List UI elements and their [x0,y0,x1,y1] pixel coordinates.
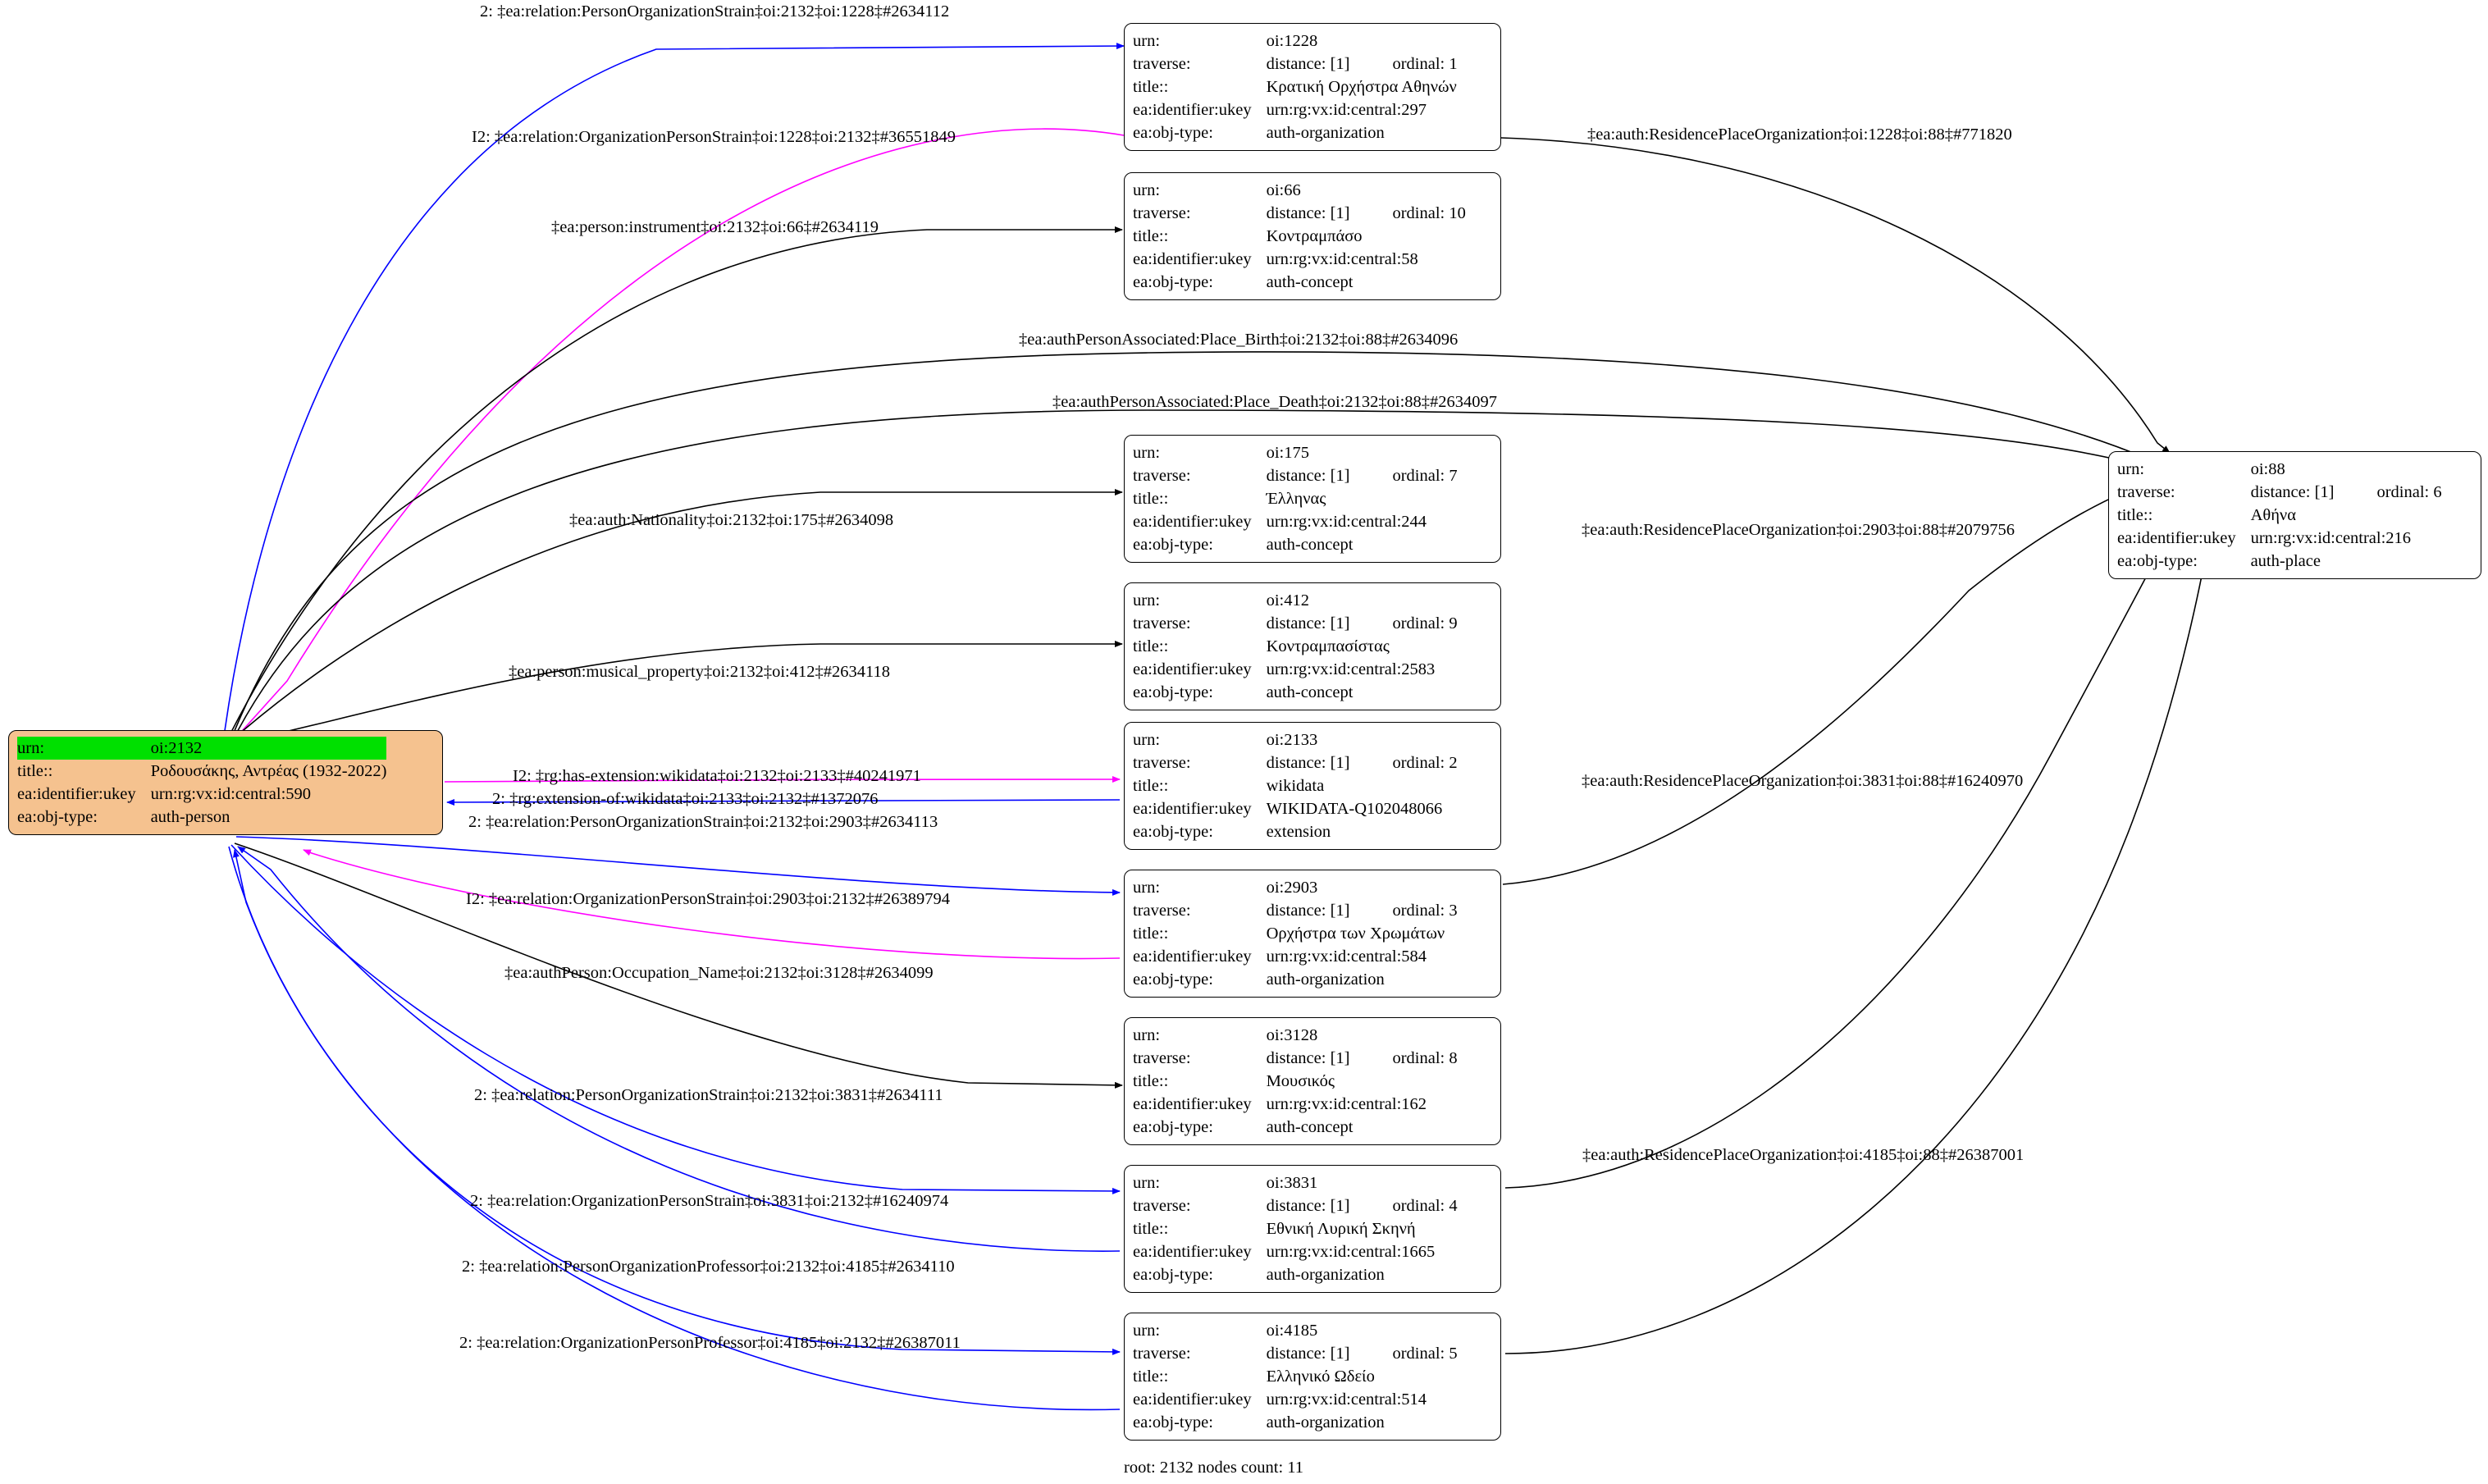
edge-label-musical-property-412: ‡ea:person:musical_property‡oi:2132‡oi:412‡#2634118 [509,663,890,681]
edge-label-org-person-professor-4185: 2: ‡ea:relation:OrganizationPersonProfessor‡oi:4185‡oi:2132‡#26387011 [459,1334,961,1352]
node-3831-objtype-value: auth-organization [1266,1266,1385,1284]
node-1228-objtype-key: ea:obj-type: [1133,124,1213,142]
node-3831-ukey-key: ea:identifier:ukey [1133,1243,1252,1261]
node-4185-urn-value: oi:4185 [1266,1322,1318,1340]
node-2903-ukey-value: urn:rg:vx:id:central:584 [1266,947,1427,966]
node-1228-traverse-value: distance: [1] [1266,55,1350,73]
node-2903-title-value: Ορχήστρα των Χρωμάτων [1266,925,1445,943]
node-3831-objtype-key: ea:obj-type: [1133,1266,1213,1284]
node-175-ukey-value: urn:rg:vx:id:central:244 [1266,513,1427,531]
node-2903-urn-value: oi:2903 [1266,879,1318,897]
node-oi-3831[interactable] [1124,1165,1501,1293]
node-3128-ukey-key: ea:identifier:ukey [1133,1095,1252,1113]
node-412-title-key: title:: [1133,637,1169,655]
node-root-title-value: Ροδουσάκης, Αντρέας (1932-2022) [150,762,387,780]
node-4185-traverse-key: traverse: [1133,1345,1191,1363]
node-1228-urn-key: urn: [1133,32,1161,50]
node-175-urn-value: oi:175 [1266,444,1309,462]
node-66-objtype-key: ea:obj-type: [1133,273,1213,291]
node-66-urn-key: urn: [1133,181,1161,199]
node-1228-ukey-key: ea:identifier:ukey [1133,101,1252,119]
node-2903-objtype-key: ea:obj-type: [1133,970,1213,989]
node-412-ordinal-value: ordinal: 9 [1392,614,1458,632]
node-88-ukey-key: ea:identifier:ukey [2117,529,2236,547]
node-3128-objtype-key: ea:obj-type: [1133,1118,1213,1136]
node-66-urn-value: oi:66 [1266,181,1301,199]
node-88-ukey-value: urn:rg:vx:id:central:216 [2250,529,2412,547]
edge-label-residence-place-1228-88: ‡ea:auth:ResidencePlaceOrganization‡oi:1228‡oi:88‡#771820 [1587,126,2012,144]
node-4185-ukey-key: ea:identifier:ukey [1133,1390,1252,1409]
node-1228-title-value: Κρατική Ορχήστρα Αθηνών [1266,78,1457,96]
node-4185-objtype-key: ea:obj-type: [1133,1413,1213,1431]
node-412-traverse-key: traverse: [1133,614,1191,632]
node-88-urn-value: oi:88 [2250,460,2285,478]
node-2903-objtype-value: auth-organization [1266,970,1385,989]
node-3128-title-value: Μουσικός [1266,1072,1335,1090]
node-2133-urn-value: oi:2133 [1266,731,1318,749]
node-88-objtype-value: auth-place [2250,552,2321,570]
node-4185-title-key: title:: [1133,1368,1169,1386]
node-oi-412[interactable] [1124,582,1501,710]
edge-label-person-org-strain-1228: 2: ‡ea:relation:PersonOrganizationStrain‡oi:2132‡oi:1228‡#2634112 [480,2,950,21]
node-2133-ukey-key: ea:identifier:ukey [1133,800,1252,818]
node-2133-ordinal-value: ordinal: 2 [1392,754,1458,772]
node-3831-traverse-key: traverse: [1133,1197,1191,1215]
node-3831-ukey-value: urn:rg:vx:id:central:1665 [1266,1243,1436,1261]
node-66-traverse-value: distance: [1] [1266,204,1350,222]
node-4185-ukey-value: urn:rg:vx:id:central:514 [1266,1390,1427,1409]
node-3831-title-key: title:: [1133,1220,1169,1238]
node-3831-urn-value: oi:3831 [1266,1174,1318,1192]
node-3128-ukey-value: urn:rg:vx:id:central:162 [1266,1095,1427,1113]
node-66-title-key: title:: [1133,227,1169,245]
node-root-urn-key: urn: [17,737,151,760]
node-175-title-value: Έλληνας [1266,490,1326,508]
node-88-traverse-key: traverse: [2117,483,2175,501]
node-oi-2903[interactable] [1124,870,1501,998]
node-4185-traverse-value: distance: [1] [1266,1345,1350,1363]
node-2133-ukey-value: WIKIDATA-Q102048066 [1266,800,1443,818]
node-2903-ordinal-value: ordinal: 3 [1392,902,1458,920]
node-2133-traverse-key: traverse: [1133,754,1191,772]
node-88-title-key: title:: [2117,506,2153,524]
edge-label-extension-of-wikidata: 2: ‡rg:extension-of:wikidata‡oi:2133‡oi:2132‡#1372076 [492,790,879,808]
node-175-traverse-value: distance: [1] [1266,467,1350,485]
node-2133-title-key: title:: [1133,777,1169,795]
node-2133-traverse-value: distance: [1] [1266,754,1350,772]
node-2903-traverse-value: distance: [1] [1266,902,1350,920]
edge-label-residence-place-3831-88: ‡ea:auth:ResidencePlaceOrganization‡oi:3831‡oi:88‡#16240970 [1582,772,2024,790]
node-412-objtype-value: auth-concept [1266,683,1354,701]
edge-label-has-extension-wikidata: I2: ‡rg:has-extension:wikidata‡oi:2132‡oi:2133‡#40241971 [513,767,921,785]
node-root-ukey-key: ea:identifier:ukey [17,785,136,803]
node-88-title-value: Αθήνα [2250,506,2296,524]
node-1228-objtype-value: auth-organization [1266,124,1385,142]
node-1228-ukey-value: urn:rg:vx:id:central:297 [1266,101,1427,119]
node-1228-ordinal-value: ordinal: 1 [1392,55,1458,73]
graph-footer: root: 2132 nodes count: 11 [1124,1459,1304,1477]
node-175-traverse-key: traverse: [1133,467,1191,485]
node-88-traverse-value: distance: [1] [2250,483,2335,501]
node-root-ukey-value: urn:rg:vx:id:central:590 [150,785,312,803]
node-412-title-value: Κοντραμπασίστας [1266,637,1390,655]
node-1228-urn-value: oi:1228 [1266,32,1318,50]
node-root-urn-value: oi:2132 [151,737,387,760]
node-1228-title-key: title:: [1133,78,1169,96]
node-412-urn-value: oi:412 [1266,591,1309,610]
node-412-traverse-value: distance: [1] [1266,614,1350,632]
node-2903-ukey-key: ea:identifier:ukey [1133,947,1252,966]
node-root-objtype-key: ea:obj-type: [17,808,98,826]
node-175-ukey-key: ea:identifier:ukey [1133,513,1252,531]
node-root-oi-2132[interactable] [8,730,443,835]
node-88-objtype-key: ea:obj-type: [2117,552,2198,570]
node-oi-66[interactable] [1124,172,1501,300]
node-66-title-value: Κοντραμπάσο [1266,227,1363,245]
edge-label-person-org-strain-2903: 2: ‡ea:relation:PersonOrganizationStrain‡oi:2132‡oi:2903‡#2634113 [468,813,938,831]
node-4185-ordinal-value: ordinal: 5 [1392,1345,1458,1363]
node-oi-2133[interactable] [1124,722,1501,850]
node-2903-urn-key: urn: [1133,879,1161,897]
node-2133-objtype-key: ea:obj-type: [1133,823,1213,841]
node-175-objtype-value: auth-concept [1266,536,1354,554]
edge-label-place-death-88: ‡ea:authPersonAssociated:Place_Death‡oi:2132‡oi:88‡#2634097 [1052,393,1498,411]
node-412-ukey-key: ea:identifier:ukey [1133,660,1252,678]
edge-label-person-org-professor-4185: 2: ‡ea:relation:PersonOrganizationProfessor‡oi:2132‡oi:4185‡#2634110 [462,1258,955,1276]
node-oi-4185[interactable] [1124,1313,1501,1441]
edge-label-nationality-175: ‡ea:auth:Nationality‡oi:2132‡oi:175‡#2634098 [569,511,894,529]
node-2903-traverse-key: traverse: [1133,902,1191,920]
node-66-objtype-value: auth-concept [1266,273,1354,291]
node-66-ordinal-value: ordinal: 10 [1392,204,1466,222]
node-3831-ordinal-value: ordinal: 4 [1392,1197,1458,1215]
edge-label-org-person-strain-3831: 2: ‡ea:relation:OrganizationPersonStrain‡oi:3831‡oi:2132‡#16240974 [470,1192,949,1210]
node-1228-traverse-key: traverse: [1133,55,1191,73]
node-88-urn-key: urn: [2117,460,2145,478]
node-root-objtype-value: auth-person [150,808,231,826]
node-3831-traverse-value: distance: [1] [1266,1197,1350,1215]
node-4185-urn-key: urn: [1133,1322,1161,1340]
node-3128-title-key: title:: [1133,1072,1169,1090]
node-root-title-key: title:: [17,762,53,780]
edge-label-person-org-strain-3831: 2: ‡ea:relation:PersonOrganizationStrain‡oi:2132‡oi:3831‡#2634111 [474,1086,943,1104]
node-175-title-key: title:: [1133,490,1169,508]
edge-label-person-instrument-66: ‡ea:person:instrument‡oi:2132‡oi:66‡#2634119 [551,218,879,236]
node-175-objtype-key: ea:obj-type: [1133,536,1213,554]
edge-label-org-person-strain-2903: I2: ‡ea:relation:OrganizationPersonStrain‡oi:2903‡oi:2132‡#26389794 [466,890,951,908]
node-175-urn-key: urn: [1133,444,1161,462]
node-175-ordinal-value: ordinal: 7 [1392,467,1458,485]
node-2903-title-key: title:: [1133,925,1169,943]
edge-label-residence-place-2903-88: ‡ea:auth:ResidencePlaceOrganization‡oi:2903‡oi:88‡#2079756 [1582,521,2015,539]
node-88-ordinal-value: ordinal: 6 [2376,483,2442,501]
node-412-objtype-key: ea:obj-type: [1133,683,1213,701]
edge-label-org-person-strain-1228: I2: ‡ea:relation:OrganizationPersonStrain‡oi:1228‡oi:2132‡#36551849 [472,128,956,146]
node-412-urn-key: urn: [1133,591,1161,610]
node-oi-3128[interactable] [1124,1017,1501,1145]
node-3831-urn-key: urn: [1133,1174,1161,1192]
edge-label-place-birth-88: ‡ea:authPersonAssociated:Place_Birth‡oi:2132‡oi:88‡#2634096 [1019,331,1459,349]
node-2133-title-value: wikidata [1266,777,1325,795]
node-oi-175[interactable] [1124,435,1501,563]
node-66-ukey-key: ea:identifier:ukey [1133,250,1252,268]
edge-label-residence-place-4185-88: ‡ea:auth:ResidencePlaceOrganization‡oi:4185‡oi:88‡#26387001 [1582,1146,2025,1164]
node-3128-urn-value: oi:3128 [1266,1026,1318,1044]
node-3128-urn-key: urn: [1133,1026,1161,1044]
node-2133-objtype-value: extension [1266,823,1331,841]
node-3128-objtype-value: auth-concept [1266,1118,1354,1136]
node-3128-ordinal-value: ordinal: 8 [1392,1049,1458,1067]
node-412-ukey-value: urn:rg:vx:id:central:2583 [1266,660,1436,678]
node-3128-traverse-key: traverse: [1133,1049,1191,1067]
edge-label-occupation-name-3128: ‡ea:authPerson:Occupation_Name‡oi:2132‡oi:3128‡#2634099 [504,964,934,982]
node-66-ukey-value: urn:rg:vx:id:central:58 [1266,250,1418,268]
node-oi-88[interactable] [2108,451,2481,579]
node-66-traverse-key: traverse: [1133,204,1191,222]
node-3128-traverse-value: distance: [1] [1266,1049,1350,1067]
node-4185-title-value: Ελληνικό Ωδείο [1266,1368,1375,1386]
node-oi-1228[interactable] [1124,23,1501,151]
node-3831-title-value: Εθνική Λυρική Σκηνή [1266,1220,1416,1238]
node-4185-objtype-value: auth-organization [1266,1413,1385,1431]
node-2133-urn-key: urn: [1133,731,1161,749]
